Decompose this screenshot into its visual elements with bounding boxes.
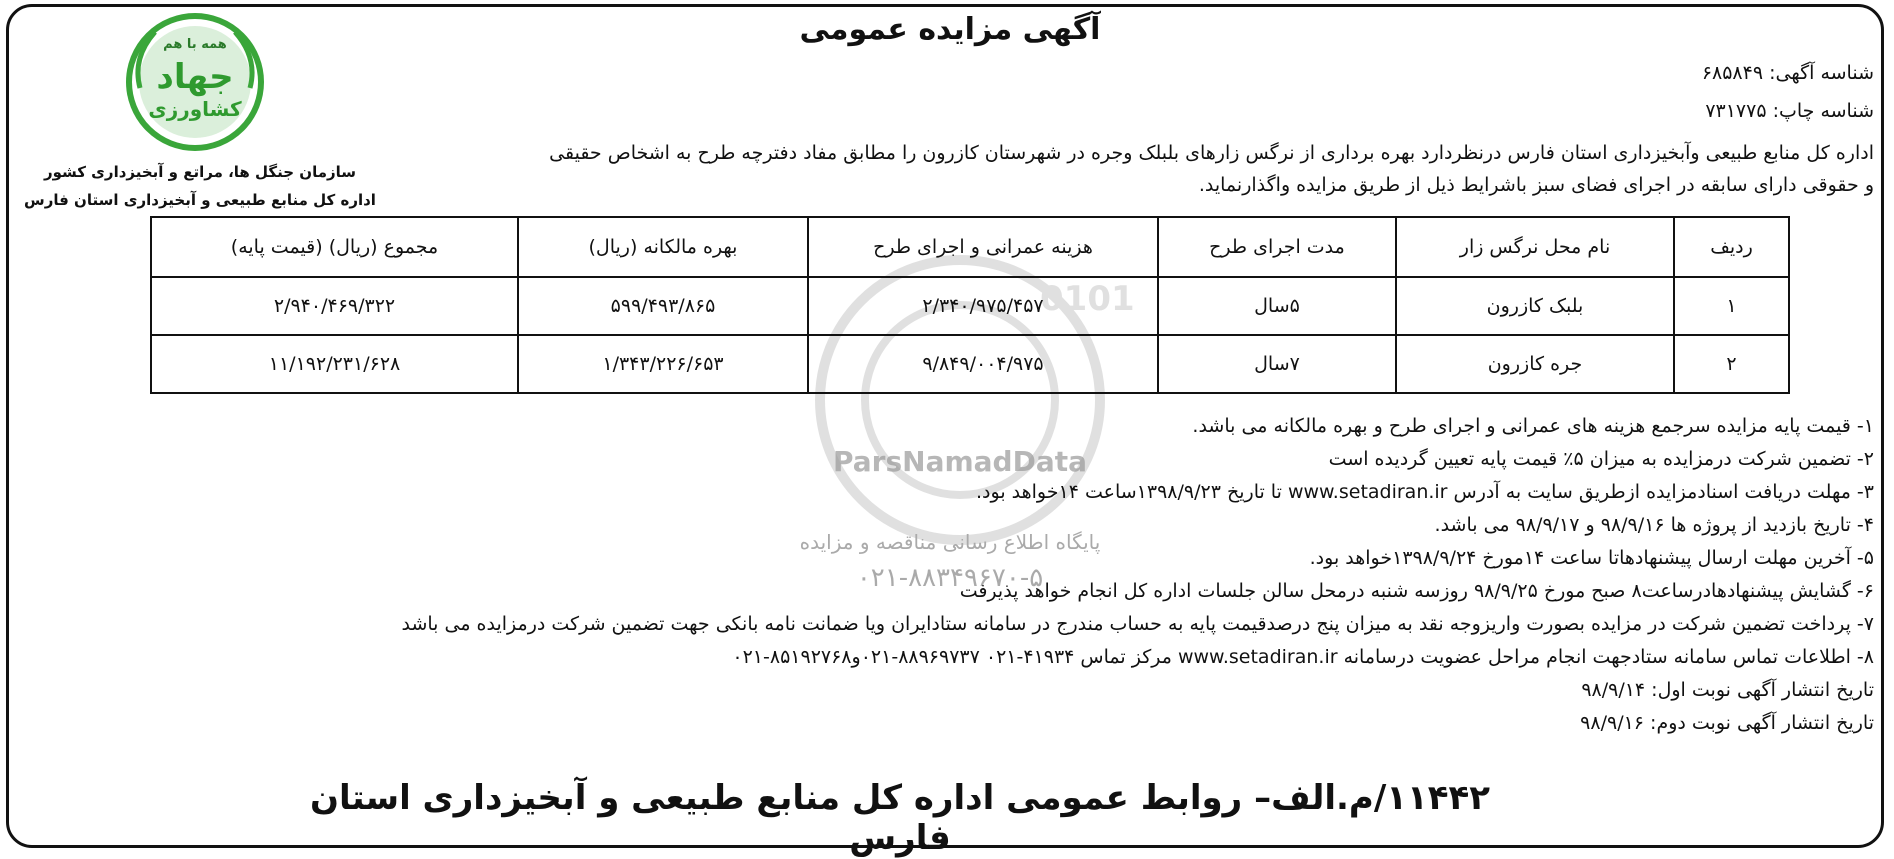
condition-item: ۳- مهلت دریافت اسنادمزایده ازطریق سایت به آدرس www.setadiran.ir تا تاریخ ۱۳۹۸/۹/۲۳ساعت ۱۴خواهد بود. [976, 481, 1874, 503]
org-line-2: اداره کل منابع طبیعی و آبخیزداری استان فارس [24, 191, 376, 209]
table-row [151, 277, 1789, 335]
table-row [151, 335, 1789, 393]
cell-construction-cost: ۲/۳۴۰/۹۷۵/۴۵۷ [808, 277, 1158, 335]
cell-total: ۲/۹۴۰/۴۶۹/۳۲۲ [151, 277, 518, 335]
cell-ownership-share: ۱/۳۴۳/۲۲۶/۶۵۳ [518, 335, 808, 393]
cell-duration: ۷سال [1158, 335, 1396, 393]
organization-block [20, 158, 380, 214]
cell-construction-cost: ۹/۸۴۹/۰۰۴/۹۷۵ [808, 335, 1158, 393]
ad-id: شناسه آگهی: ۶۸۵۸۴۹ [1701, 62, 1874, 84]
watermark-name: ParsNamadData [833, 445, 1087, 478]
page-title: آگهی مزایده عمومی [799, 12, 1101, 47]
cell-duration: ۵سال [1158, 277, 1396, 335]
logo-sub-text: کشاورزی [148, 97, 242, 121]
watermark-phone: ۰۲۱-۸۸۳۴۹۶۷۰-۵ [856, 563, 1044, 593]
condition-item: ۲- تضمین شرکت درمزایده به میزان ۵٪ قیمت پایه تعیین گردیده است [1328, 448, 1874, 470]
cell-row-number: ۱ [1674, 277, 1789, 335]
condition-item: ۵- آخرین مهلت ارسال پیشنهادهاتا ساعت ۱۴مورخ ۱۳۹۸/۹/۲۴خواهد بود. [1309, 547, 1874, 569]
header-construction-cost: هزینه عمرانی و اجرای طرح [808, 217, 1158, 277]
cell-location: جره کازرون [1396, 335, 1674, 393]
publish-date-first: تاریخ انتشار آگهی نوبت اول: ۹۸/۹/۱۴ [1581, 679, 1874, 701]
table-header-row [151, 217, 1789, 277]
condition-item: ۴- تاریخ بازدید از پروژه ها ۹۸/۹/۱۶ و ۹۸/۹/۱۷ می باشد. [1434, 514, 1874, 536]
logo-top-text: همه با هم [163, 37, 227, 52]
header-total: مجموع (ریال) (قیمت پایه) [151, 217, 518, 277]
header-location: نام محل نرگس زار [1396, 217, 1674, 277]
auction-table [150, 216, 1790, 394]
cell-row-number: ۲ [1674, 335, 1789, 393]
cell-location: بلبک کازرون [1396, 277, 1674, 335]
watermark-subtitle: پایگاه اطلاع رسانی مناقصه و مزایده [799, 530, 1101, 554]
watermark-digits: 0101 [1040, 279, 1135, 319]
condition-item: ۶- گشایش پیشنهادهادرساعت۸ صبح مورخ ۹۸/۹/۲۵ روزسه شنبه درمحل سالن جلسات اداره کل انجام خواهد پذیرفت [959, 580, 1874, 602]
conditions-list [114, 410, 1874, 740]
jahad-keshavarzi-logo [110, 8, 280, 156]
intro-line-2: و حقوقی دارای سابقه در اجرای فضای سبز باشرایط ذیل از طریق مزایده واگذارنماید. [1198, 174, 1874, 196]
condition-item: ۱- قیمت پایه مزایده سرجمع هزینه های عمرانی و اجرای طرح و بهره مالکانه می باشد. [1192, 415, 1874, 437]
intro-line-1: اداره کل منابع طبیعی وآبخیزداری استان فارس درنظردارد بهره برداری از نرگس زارهای بلبلک وجره در شهرستان کازرون را مطابق مفاد دفترچه طرح به اشخاص حقیقی [549, 142, 1874, 164]
header-row-number: ردیف [1674, 217, 1789, 277]
print-id: شناسه چاپ: ۷۳۱۷۷۵ [1705, 100, 1874, 122]
intro-paragraph [344, 137, 1874, 201]
publish-date-second: تاریخ انتشار آگهی نوبت دوم: ۹۸/۹/۱۶ [1580, 712, 1874, 734]
header-ownership-share: بهره مالکانه (ریال) [518, 217, 808, 277]
cell-ownership-share: ۵۹۹/۴۹۳/۸۶۵ [518, 277, 808, 335]
condition-item: ۸- اطلاعات تماس سامانه ستادجهت انجام مراحل عضویت درسامانه www.setadiran.ir مرکز تماس ۴۱۹۳۴-۰۲۱ ۸۸۹۶۹۷۳۷-۰۲۱و۸۵۱۹۲۷۶۸-۰۲۱ [732, 646, 1874, 668]
condition-item: ۷- پرداخت تضمین شرکت در مزایده بصورت واریزوجه نقد به میزان پنج درصدقیمت پایه به حساب مندرج در سامانه ستادایران ویا ضمانت نامه بانکی جهت تضمین شرکت درمزایده می باشد [401, 613, 1874, 635]
header-duration: مدت اجرای طرح [1158, 217, 1396, 277]
org-line-1: سازمان جنگل ها، مراتع و آبخیزداری کشور [43, 163, 357, 181]
cell-total: ۱۱/۱۹۲/۲۳۱/۶۲۸ [151, 335, 518, 393]
logo-main-text: جهاد [156, 57, 234, 97]
footer-signature: ۱۱۴۴۲/م.الف– روابط عمومی اداره کل منابع طبیعی و آبخیزداری استان فارس [309, 778, 1491, 858]
